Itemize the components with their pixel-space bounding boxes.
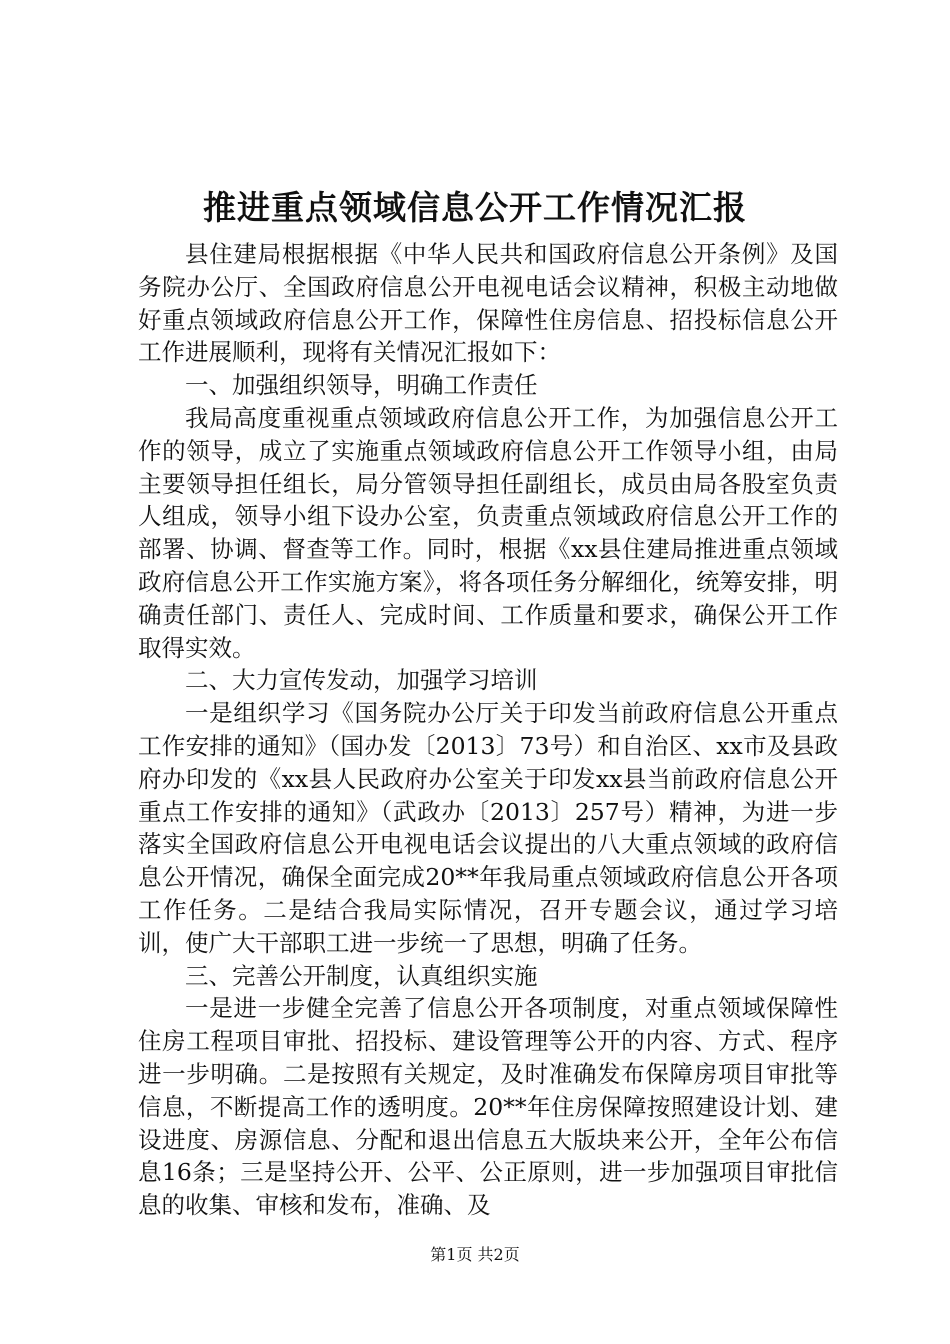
intro-paragraph: 县住建局根据根据《中华人民共和国政府信息公开条例》及国务院办公厅、全国政府信息公开电视电话会议精神，积极主动地做好重点领域政府信息公开工作，保障性住房信息、招投标信息公开工作进展顺利，现将有关情况汇报如下： (138, 240, 838, 367)
section-heading-3: 三、完善公开制度，认真组织实施 (185, 961, 538, 990)
section-paragraph-3: 一是进一步健全完善了信息公开各项制度，对重点领域保障性住房工程项目审批、招投标、建设管理等公开的内容、方式、程序进一步明确。二是按照有关规定，及时准确发布保障房项目审批等信息，不断提高工作的透明度。20**年住房保障按照建设计划、建设进度、房源信息、分配和退出信息五大版块来公开，全年公布信息16条；三是坚持公开、公平、公正原则，进一步加强项目审批信息的收集、审核和发布，准确、及 (138, 994, 838, 1220)
section-paragraph-1: 我局高度重视重点领域政府信息公开工作，为加强信息公开工作的领导，成立了实施重点领域政府信息公开工作领导小组，由局主要领导担任组长，局分管领导担任副组长，成员由局各股室负责人组成，领导小组下设办公室，负责重点领域政府信息公开工作的部署、协调、督查等工作。同时，根据《xx县住建局推进重点领域政府信息公开工作实施方案》，将各项任务分解细化，统筹安排，明确责任部门、责任人、完成时间、工作质量和要求，确保公开工作取得实效。 (138, 403, 838, 662)
page-footer: 第1页 共2页 (430, 1245, 520, 1264)
document-title: 推进重点领域信息公开工作情况汇报 (203, 188, 747, 227)
section-heading-2: 二、大力宣传发动，加强学习培训 (185, 666, 538, 695)
document-body (138, 238, 838, 1222)
section-heading-1: 一、加强组织领导，明确工作责任 (185, 371, 538, 400)
section-paragraph-2: 一是组织学习《国务院办公厅关于印发当前政府信息公开重点工作安排的通知》（国办发〔2013〕73号）和自治区、xx市及县政府办印发的《xx县人民政府办公室关于印发xx县当前政府信息公开重点工作安排的通知》（武政办〔2013〕257号）精神，为进一步落实全国政府信息公开电视电话会议提出的八大重点领域的政府信息公开情况，确保全面完成20**年我局重点领域政府信息公开各项工作任务。二是结合我局实际情况，召开专题会议，通过学习培训，使广大干部职工进一步统一了思想，明确了任务。 (138, 699, 838, 957)
